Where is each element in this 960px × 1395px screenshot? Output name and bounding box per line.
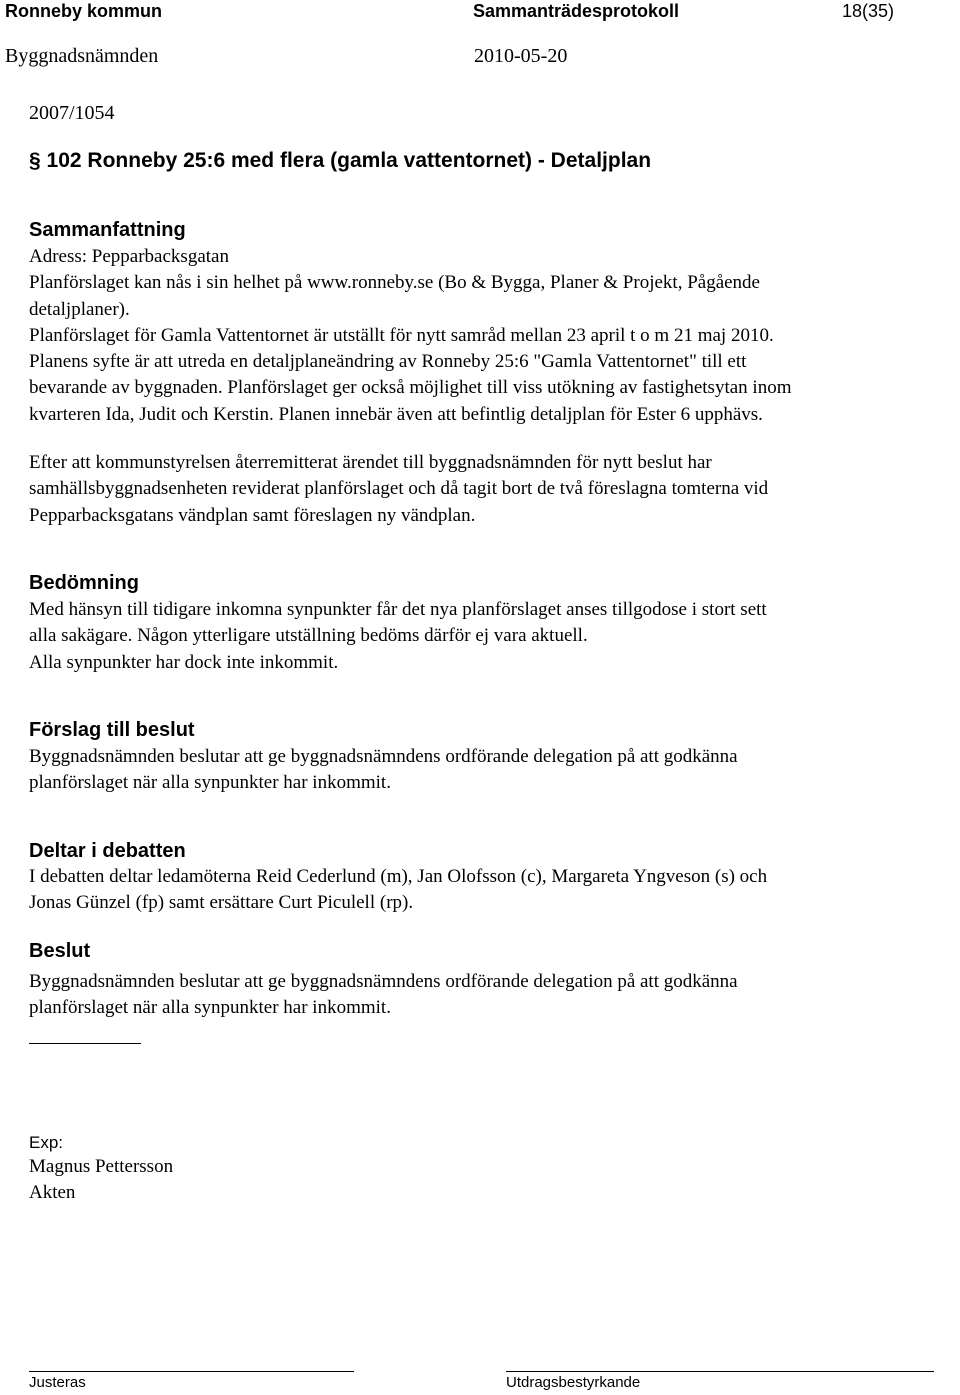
heading-deltar-i-debatten: Deltar i debatten [29, 840, 186, 862]
footer-justeras: Justeras [29, 1374, 86, 1391]
case-title-line [29, 148, 651, 174]
header-page-number: 18(35) [842, 1, 895, 21]
paragraph-number: 102 [46, 149, 82, 172]
case-title: Ronneby 25:6 med flera (gamla vattentornet) - Detaljplan [87, 149, 652, 172]
case-number: 2007/1054 [29, 102, 115, 124]
header-org: Ronneby kommun [5, 1, 163, 21]
text-line: Efter att kommunstyrelsen återremitterat ärendet till byggnadsnämnden för nytt beslut har [29, 452, 712, 473]
text-line: Adress: Pepparbacksgatan [29, 246, 229, 267]
heading-forslag-till-beslut: Förslag till beslut [29, 719, 195, 741]
heading-bedomning: Bedömning [29, 572, 139, 594]
bedomning-body [29, 597, 944, 676]
footer-signature-line-left [29, 1371, 354, 1372]
exp-recipient: Akten [29, 1182, 76, 1204]
text-line: planförslaget när alla synpunkter har inkommit. [29, 997, 391, 1019]
text-line: Alla synpunkter har dock inte inkommit. [29, 651, 339, 673]
text-line: Byggnadsnämnden beslutar att ge byggnadsnämndens ordförande delegation på att godkänna [29, 971, 738, 992]
footer-signature-line-right [506, 1371, 934, 1372]
text-line: kvarteren Ida, Judit och Kerstin. Planen innebär även att befintlig detaljplan för Ester 6 upphävs. [29, 403, 763, 425]
paragraph-sign-icon: § [29, 149, 41, 172]
forslag-body [29, 744, 944, 797]
text-line: Med hänsyn till tidigare inkomna synpunkter får det nya planförslaget anses tillgodose i stort sett [29, 599, 767, 620]
header-doc-type: Sammanträdesprotokoll [473, 1, 680, 21]
debatt-body [29, 864, 944, 917]
text-line: Pepparbacksgatans vändplan samt föreslagen ny vändplan. [29, 504, 476, 526]
exp-recipients [29, 1154, 944, 1207]
exp-recipient: Magnus Pettersson [29, 1156, 174, 1177]
separator-line [29, 1043, 141, 1044]
text-line: detaljplaner). [29, 298, 130, 320]
text-line: Byggnadsnämnden beslutar att ge byggnadsnämndens ordförande delegation på att godkänna [29, 746, 738, 767]
text-line: samhällsbyggnadsenheten reviderat planförslaget och då tagit bort de två föreslagna tomterna vid [29, 478, 769, 500]
header-committee: Byggnadsnämnden [5, 45, 159, 67]
text-line: Planförslaget kan nås i sin helhet på www.ronneby.se (Bo & Bygga, Planer & Projekt, Pågående [29, 272, 760, 294]
heading-beslut: Beslut [29, 940, 91, 962]
footer-utdragsbestyrkande: Utdragsbestyrkande [506, 1374, 641, 1391]
exp-label: Exp: [29, 1133, 64, 1152]
text-line: Jonas Günzel (fp) samt ersättare Curt Piculell (rp). [29, 892, 414, 914]
header-date: 2010-05-20 [474, 45, 568, 67]
beslut-body [29, 969, 944, 1022]
text-line: I debatten deltar ledamöterna Reid Cederlund (m), Jan Olofsson (c), Margareta Yngveson (s) och [29, 866, 768, 887]
text-line: Planens syfte är att utreda en detaljplaneändring av Ronneby 25:6 "Gamla Vattentornet" till ett [29, 351, 747, 373]
text-line: alla sakägare. Någon ytterligare utställning bedöms därför ej vara aktuell. [29, 625, 588, 647]
sammanfattning-body [29, 244, 944, 428]
sammanfattning-body-2 [29, 450, 944, 529]
text-line: Planförslaget för Gamla Vattentornet är utställt för nytt samråd mellan 23 april t o m 21 maj 2010. [29, 324, 774, 346]
heading-sammanfattning: Sammanfattning [29, 219, 186, 241]
text-line: bevarande av byggnaden. Planförslaget ger också möjlighet till viss utökning av fastighetsytan inom [29, 377, 792, 399]
text-line: planförslaget när alla synpunkter har inkommit. [29, 772, 391, 794]
